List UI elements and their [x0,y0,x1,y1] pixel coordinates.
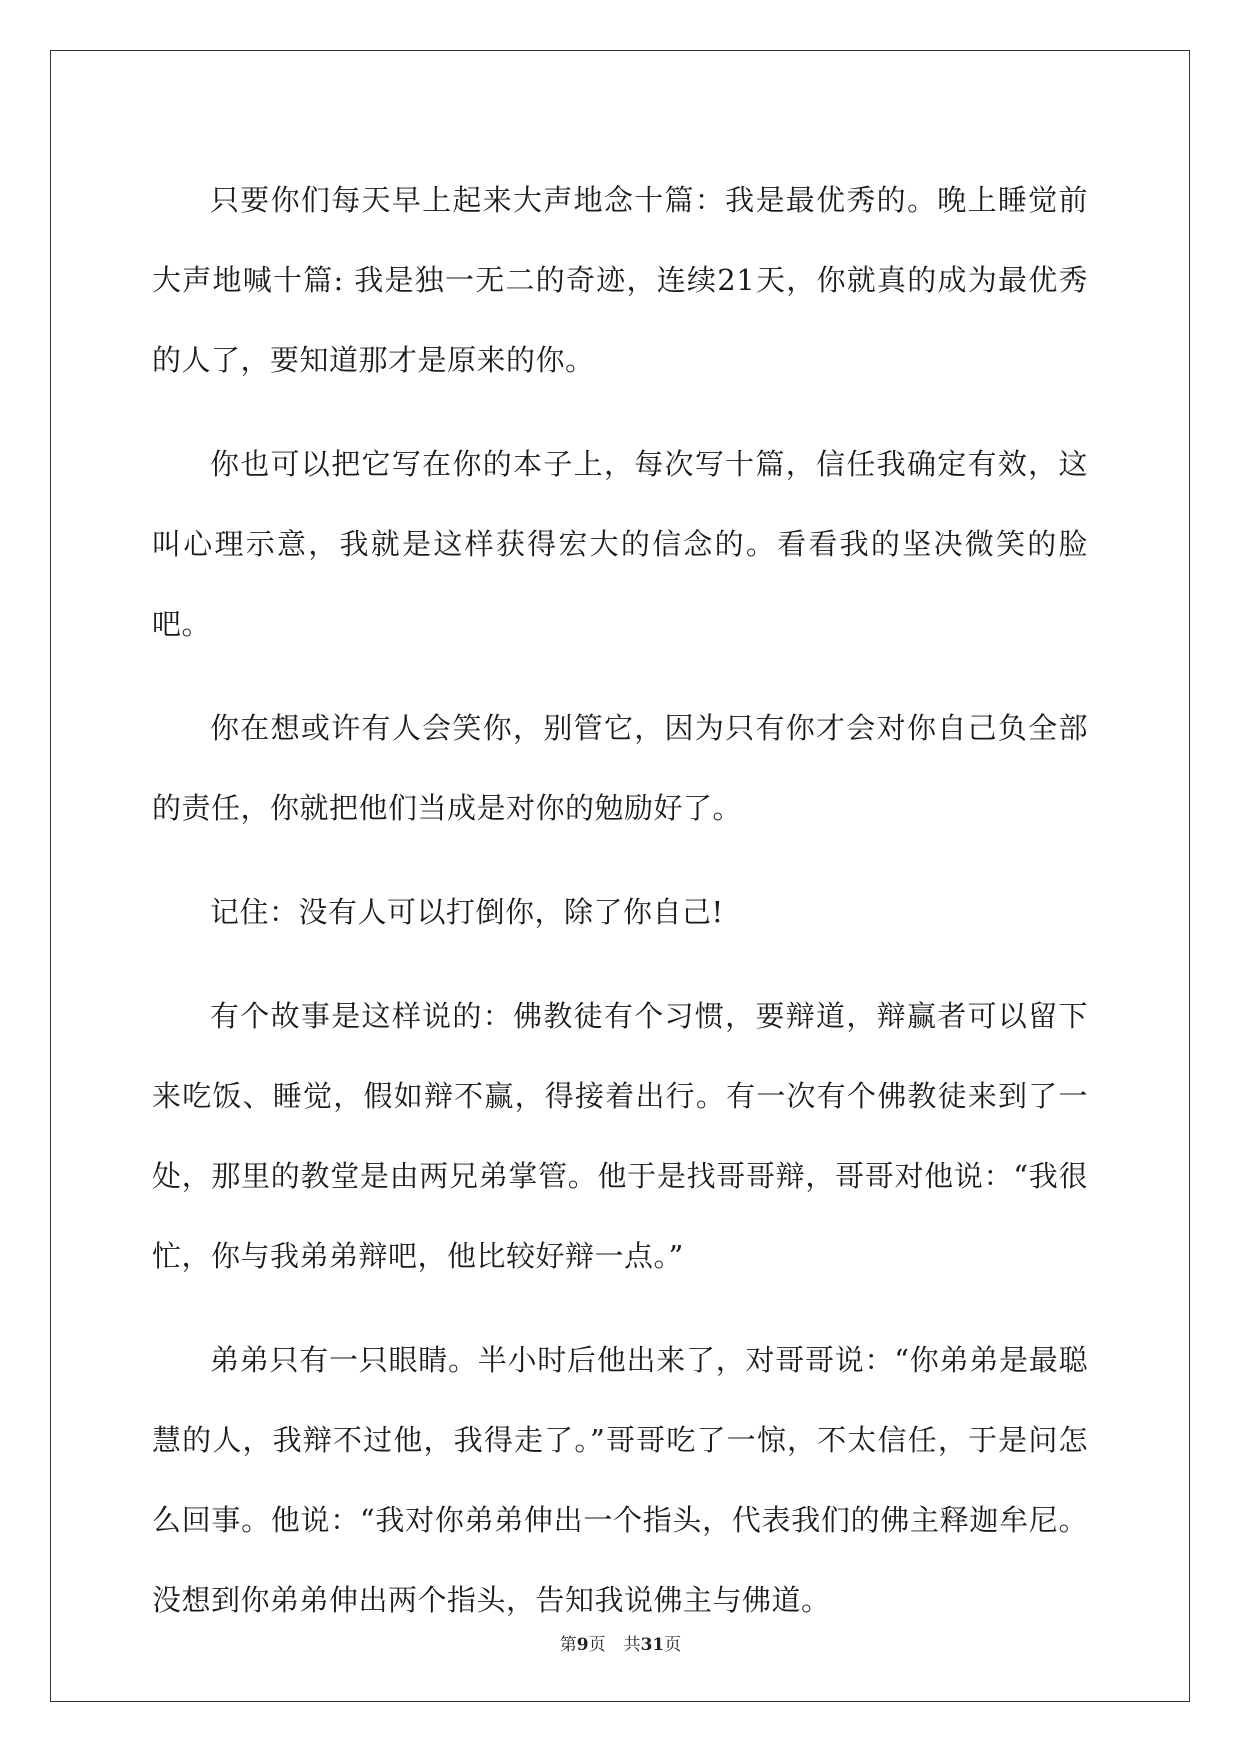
total-prefix: 共 [623,1635,641,1655]
total-suffix: 页 [664,1635,682,1655]
page-number: 9 [576,1635,589,1655]
paragraph-2: 你也可以把它写在你的本子上，每次写十篇，信任我确定有效，这叫心理示意，我就是这样获得宏大的信念的。看看我的坚决微笑的脸吧。 [152,447,1088,641]
paragraph-6: 弟弟只有一只眼睛。半小时后他出来了，对哥哥说：“你弟弟是最聪慧的人，我辩不过他，我得走了。”哥哥吃了一惊，不太信任，于是问怎么回事。他说：“我对你弟弟伸出一个指头，代表我们的佛主释迦牟尼。没想到你弟弟伸出两个指头，告知我说佛主与佛道。 [152,1343,1088,1617]
paragraph-1: 只要你们每天早上起来大声地念十篇：我是最优秀的。晚上睡觉前大声地喊十篇: 我是独一无二的奇迹，连续21天，你就真的成为最优秀的人了，要知道那才是原来的你。 [152,183,1088,377]
page-prefix: 第 [559,1635,577,1655]
paragraph-3: 你在想或许有人会笑你，别管它，因为只有你才会对你自己负全部的责任，你就把他们当成是对你的勉励好了。 [152,711,1088,825]
total-pages: 31 [640,1635,665,1655]
page-suffix: 页 [588,1635,606,1655]
document-body [152,160,1088,1664]
paragraph-5: 有个故事是这样说的：佛教徒有个习惯，要辩道，辩赢者可以留下来吃饭、睡觉，假如辩不赢，得接着出行。有一次有个佛教徒来到了一处，那里的教堂是由两兄弟掌管。他于是找哥哥辩，哥哥对他说：“我很忙，你与我弟弟辩吧，他比较好辩一点。” [152,999,1088,1273]
page-footer [0,1630,1241,1655]
paragraph-4: 记住：没有人可以打倒你，除了你自己! [210,895,724,929]
